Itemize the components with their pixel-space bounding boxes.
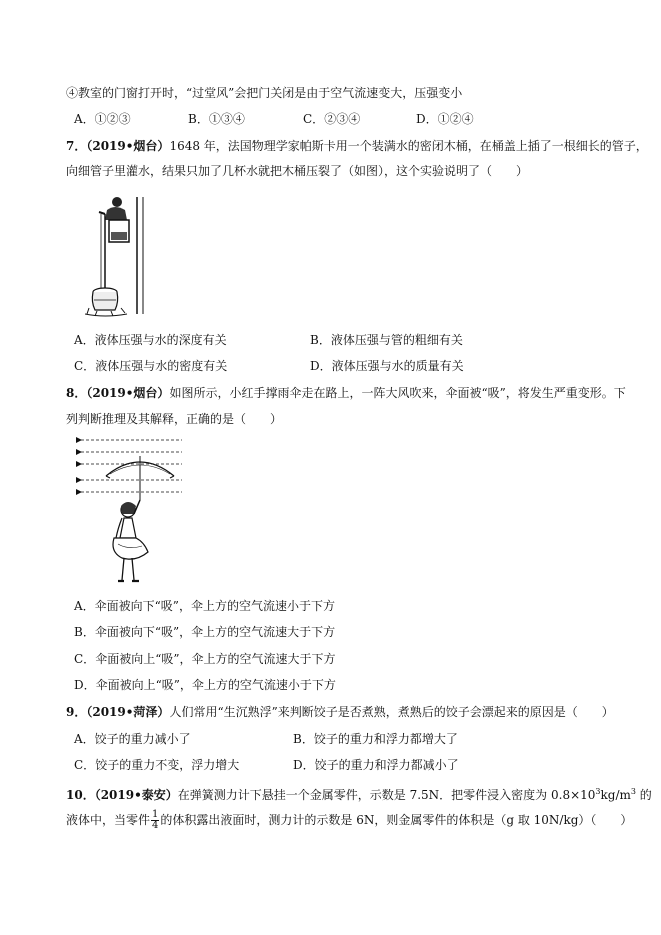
q9-option-c[interactable]: C．饺子的重力不变，浮力增大: [74, 758, 240, 772]
q7-option-a[interactable]: A．液体压强与水的深度有关: [74, 333, 227, 347]
q8-option-b[interactable]: B．伞面被向下“吸”，伞上方的空气流速大于下方: [74, 625, 336, 639]
q7-stem-line1: 7．（2019•烟台）1648 年，法国物理学家帕斯卡用一个装满水的密闭木桶，在桶盖上插了一根细长的管子，: [66, 139, 648, 153]
q7-option-d[interactable]: D．液体压强与水的质量有关: [310, 359, 464, 373]
q6-option-d[interactable]: D．①②④: [416, 112, 474, 126]
q7-option-c[interactable]: C．液体压强与水的密度有关: [74, 359, 228, 373]
q6-option-b[interactable]: B．①③④: [188, 112, 245, 126]
q8-stem-line1: 8．（2019•烟台）如图所示，小红手撑雨伞走在路上，一阵大风吹来，伞面被“吸”，将发生严重变形。下: [66, 386, 626, 400]
q9-option-a[interactable]: A．饺子的重力减小了: [74, 732, 191, 746]
umbrella-wind-figure: [70, 434, 190, 592]
q6-statement-4: ④教室的门窗打开时，“过堂风”会把门关闭是由于空气流速变大，压强变小: [66, 86, 463, 100]
q8-stem-line2: 列判断推理及其解释，正确的是（ ）: [66, 412, 283, 426]
q6-option-a[interactable]: A．①②③: [74, 112, 131, 126]
q6-option-c[interactable]: C．②③④: [303, 112, 361, 126]
q10-stem-line1: 10．（2019•泰安）在弹簧测力计下悬挂一个金属零件，示数是 7.5N．把零件浸入密度为 $0.8\times 10^3kg/m^3$ 的: [66, 787, 652, 802]
q8-option-d[interactable]: D．伞面被向上“吸”，伞上方的空气流速小于下方: [74, 678, 336, 692]
q8-option-a[interactable]: A．伞面被向下“吸”，伞上方的空气流速小于下方: [74, 599, 335, 613]
q8-option-c[interactable]: C．伞面被向上“吸”，伞上方的空气流速大于下方: [74, 652, 336, 666]
q9-option-b[interactable]: B．饺子的重力和浮力都增大了: [293, 732, 458, 746]
fraction-one-quarter: $\frac{1}{4}$: [152, 809, 159, 831]
q7-option-b[interactable]: B．液体压强与管的粗细有关: [310, 333, 463, 347]
q10-stem-line2: 液体中，当零件 $\frac{1}{4}$ 的体积露出液面时，测力计的示数是 6N，则金属零件的体积是（g 取 10N/kg）（ ）: [66, 809, 633, 831]
q9-option-d[interactable]: D．饺子的重力和浮力都减小了: [293, 758, 459, 772]
q7-stem-line2: 向细管子里灌水，结果只加了几杯水就把木桶压裂了（如图），这个实验说明了（ ）: [66, 164, 529, 178]
pascal-barrel-figure: [85, 192, 150, 317]
q9-stem: 9．（2019•菏泽）人们常用“生沉熟浮”来判断饺子是否煮熟，煮熟后的饺子会漂起来的原因是（ ）: [66, 705, 614, 719]
